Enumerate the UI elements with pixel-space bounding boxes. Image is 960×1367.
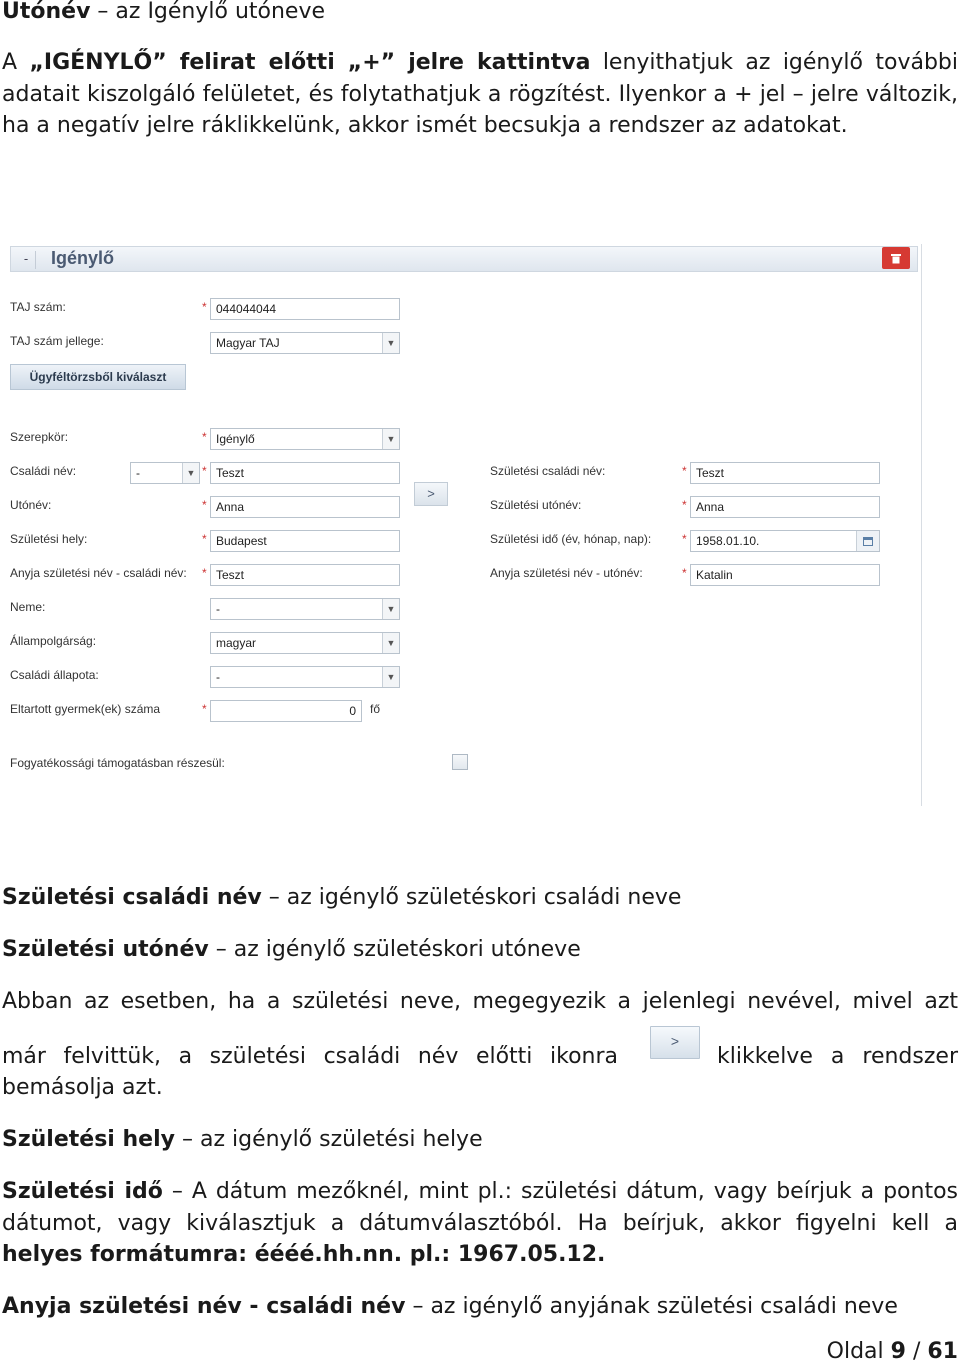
trash-icon — [890, 252, 902, 264]
panel-title: Igénylő — [51, 248, 115, 268]
birthdate-paragraph: Születési idő – A dátum mezőknél, mint pl.: születési dátum, vagy beírjuk a pontos dátumot, vagy kiválasztjuk a dátumválasztóból. Ha beírjuk, akkor figyelni kell a helyes formátumra: éééé.hh.nn. pl.: 1967.05.12. — [2, 1179, 958, 1267]
firstname-input[interactable]: Anna — [210, 496, 400, 518]
surname-prefix-select[interactable]: - ▼ — [130, 462, 200, 484]
select-from-client-registry-button[interactable]: Ügyféltörzsből kiválaszt — [10, 364, 186, 390]
page-word: Oldal — [826, 1339, 884, 1364]
birth-date-label: Születési idő (év, hónap, nap): — [490, 532, 652, 546]
copy-instruction-line: már felvittük, a születési családi név előtti ikonra — [2, 1044, 618, 1069]
birth-date-input[interactable]: 1958.01.10. — [690, 530, 880, 552]
copy-instruction-line-end: klikkelve a rendszer — [717, 1044, 958, 1069]
disability-support-checkbox[interactable] — [452, 754, 468, 770]
birth-surname-input[interactable]: Teszt — [690, 462, 880, 484]
date-format-emphasis: helyes formátumra: éééé.hh.nn. pl.: 1967.05.12. — [2, 1242, 606, 1267]
taj-label: TAJ szám: — [10, 300, 66, 314]
required-mark: * — [682, 498, 687, 512]
panel-border — [921, 244, 922, 806]
citizenship-label: Állampolgárság: — [10, 634, 97, 648]
current-page: 9 — [890, 1339, 906, 1364]
calendar-icon[interactable] — [856, 531, 879, 551]
taj-type-select[interactable]: Magyar TAJ ▼ — [210, 332, 400, 354]
birth-firstname-label: Születési utónév: — [490, 498, 582, 512]
taj-type-label: TAJ szám jellege: — [10, 334, 104, 348]
birth-surname-label: Születési családi név: — [490, 464, 606, 478]
delete-button[interactable] — [882, 247, 910, 269]
birth-firstname-paragraph: Születési utónév – az igénylő születéskori utóneve — [2, 937, 581, 962]
term: Utónév — [2, 0, 91, 24]
intro-paragraph: A „IGÉNYLŐ” felirat előtti „+” jelre kattintva lenyithatjuk az igénylő további adatait kiszolgáló felületet, és folytathatjuk a rögzítést. Ilyenkor a + jel – jelre változik, ha a negatív jelre ráklikkelünk, akkor ismét becsukja a rendszer az adatokat. — [2, 50, 958, 138]
gender-label: Neme: — [10, 600, 46, 614]
total-pages: 61 — [927, 1339, 958, 1364]
term-description: – az Igénylő utóneve — [97, 0, 326, 24]
term: Születési idő — [2, 1179, 163, 1204]
dependents-input[interactable]: 0 — [210, 700, 362, 722]
applicant-form-screenshot — [6, 244, 922, 806]
taj-input[interactable]: 044044044 — [210, 298, 400, 320]
chevron-down-icon: ▼ — [382, 429, 399, 449]
mother-surname-input[interactable]: Teszt — [210, 564, 400, 586]
birthplace-input[interactable]: Budapest — [210, 530, 400, 552]
mother-name-paragraph: Anyja születési név - családi név – az igénylő anyjának születési családi neve — [2, 1294, 898, 1319]
chevron-down-icon: ▼ — [382, 333, 399, 353]
role-label: Szerepkör: — [10, 430, 69, 444]
surname-label: Családi név: — [10, 464, 77, 478]
chevron-down-icon: ▼ — [382, 599, 399, 619]
emphasis: „IGÉNYLŐ” felirat előtti „+” jelre kattintva — [29, 50, 591, 75]
required-mark: * — [202, 566, 207, 580]
chevron-down-icon: ▼ — [382, 633, 399, 653]
collapse-toggle[interactable]: - — [17, 251, 36, 269]
required-mark: * — [202, 498, 207, 512]
dependents-unit: fő — [370, 702, 381, 716]
marital-status-select[interactable]: - ▼ — [210, 666, 400, 688]
dependents-label: Eltartott gyermek(ek) száma — [10, 702, 161, 716]
term: Születési utónév — [2, 937, 209, 962]
mother-firstname-input[interactable]: Katalin — [690, 564, 880, 586]
chevron-down-icon: ▼ — [182, 463, 199, 483]
gender-select[interactable]: - ▼ — [210, 598, 400, 620]
role-select[interactable]: Igénylő ▼ — [210, 428, 400, 450]
copy-name-button-illustration: > — [650, 1026, 700, 1059]
required-mark: * — [682, 566, 687, 580]
birthplace-label: Születési hely: — [10, 532, 88, 546]
page-number — [827, 1337, 958, 1367]
term: Anyja születési név - családi név — [2, 1294, 406, 1319]
chevron-down-icon: ▼ — [382, 667, 399, 687]
firstname-label: Utónév: — [10, 498, 52, 512]
same-name-paragraph: Abban az esetben, ha a születési neve, megegyezik a jelenlegi nevével, mivel azt — [2, 989, 958, 1014]
birth-firstname-input[interactable]: Anna — [690, 496, 880, 518]
term: Születési családi név — [2, 885, 262, 910]
required-mark: * — [202, 464, 207, 478]
required-mark: * — [682, 464, 687, 478]
surname-input[interactable]: Teszt — [210, 462, 400, 484]
birth-surname-paragraph: Születési családi név – az igénylő születéskori családi neve — [2, 885, 682, 910]
copy-instruction-continuation: bemásolja azt. — [2, 1075, 163, 1100]
required-mark: * — [682, 532, 687, 546]
required-mark: * — [202, 532, 207, 546]
disability-support-label: Fogyatékossági támogatásban részesül: — [10, 756, 225, 770]
section-heading-utonev — [2, 0, 325, 28]
term: Születési hely — [2, 1127, 175, 1152]
required-mark: * — [202, 702, 207, 716]
required-mark: * — [202, 300, 207, 314]
marital-status-label: Családi állapota: — [10, 668, 99, 682]
required-mark: * — [202, 430, 207, 444]
copy-name-button[interactable]: > — [414, 482, 448, 506]
birthplace-paragraph: Születési hely – az igénylő születési helye — [2, 1127, 483, 1152]
mother-surname-label: Anyja születési név - családi név: — [10, 566, 187, 580]
panel-header — [10, 246, 918, 272]
page-separator: / — [912, 1339, 921, 1364]
citizenship-select[interactable]: magyar ▼ — [210, 632, 400, 654]
mother-firstname-label: Anyja születési név - utónév: — [490, 566, 643, 580]
